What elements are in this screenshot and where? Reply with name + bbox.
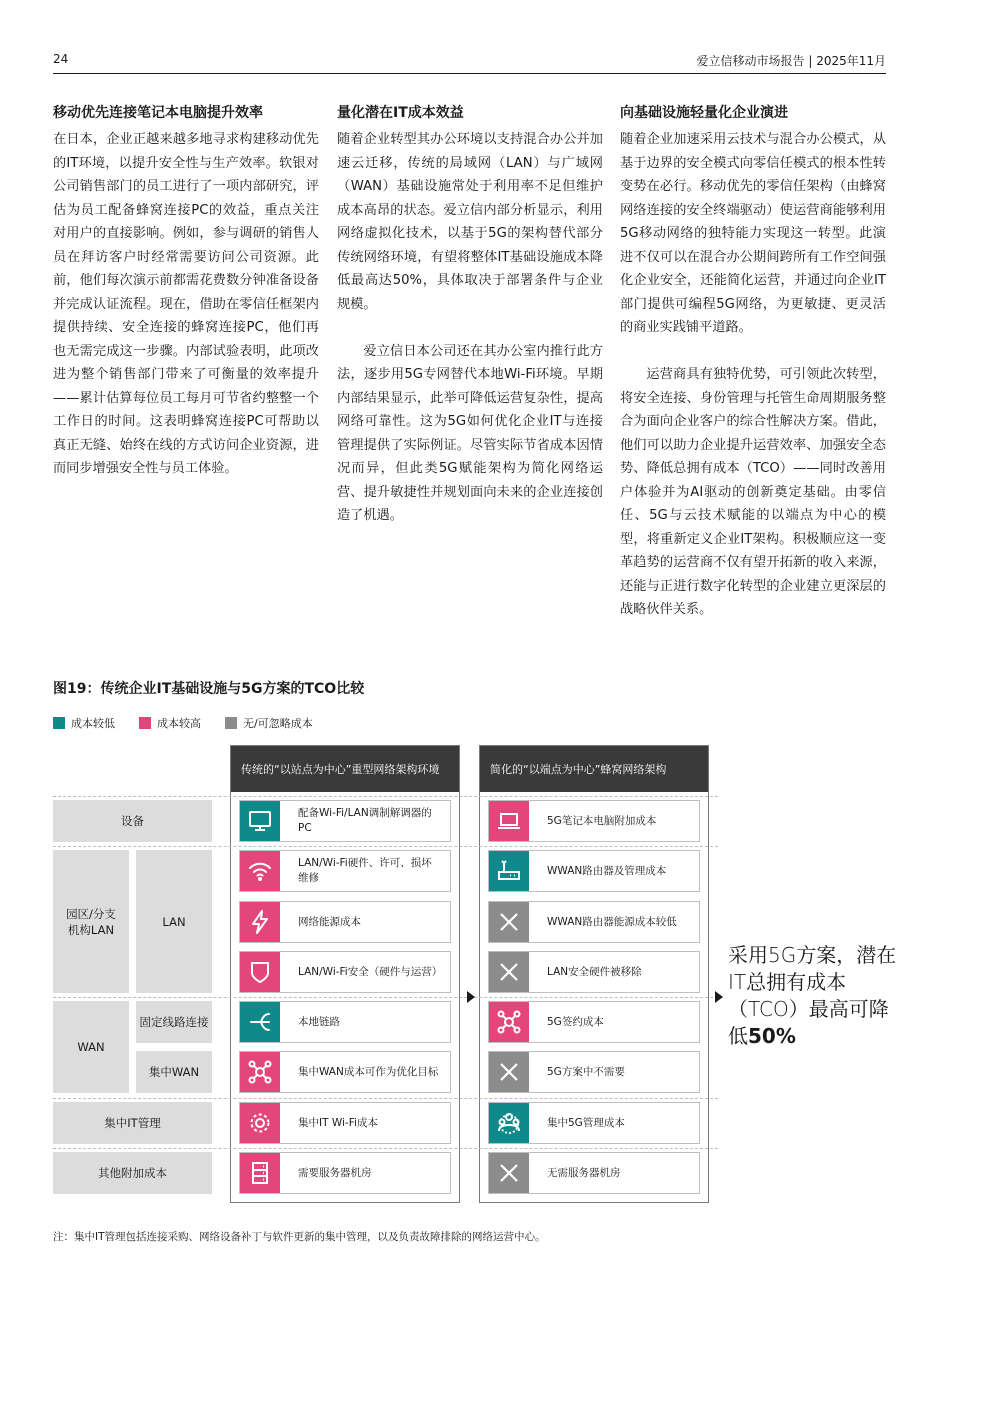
figure-footnote: 注：集中IT管理包括连接采购、网络设备补丁与软件更新的集中管理，以及负责故障排除的网络运营中心。: [53, 1231, 546, 1243]
monitor-icon: [240, 801, 280, 841]
lightning-icon: [240, 902, 280, 942]
legend-swatch: [225, 717, 237, 729]
paragraph: 爱立信日本公司还在其办公室内推行此方法，逐步用5G专网替代本地Wi-Fi环境。早期内部结果显示，此举可降低运营复杂性，提高网络可靠性。这为5G如何优化企业IT与连接管理提供了实际例证。尽管实际节省成本因情况而异，但此类5G赋能架构为简化网络运营、提升敏捷性并规划面向未来的企业连接创造了机遇。: [337, 343, 603, 523]
item-text: 需要服务器机房: [298, 1166, 372, 1179]
item-text: 集中5G管理成本: [547, 1116, 625, 1129]
callout-highlight: 50%: [748, 1024, 796, 1048]
laptop-icon: [489, 801, 529, 841]
report-title: 爱立信移动市场报告 | 2025年11月: [696, 54, 886, 68]
row-divider: [53, 846, 718, 847]
item-text: WWAN路由器能源成本较低: [547, 915, 677, 928]
header-divider: [53, 73, 886, 74]
panel-title: 传统的“以站点为中心”重型网络架构环境: [231, 746, 459, 792]
item-text: 无需服务器机房: [547, 1166, 621, 1179]
trad-item-local-link: [239, 1001, 451, 1043]
item-text: 5G签约成本: [547, 1015, 604, 1028]
legend-item-high: [139, 715, 201, 731]
close-icon: [489, 1153, 529, 1193]
legend-label: 无/可忽略成本: [243, 717, 313, 730]
row-divider: [53, 997, 718, 998]
category-wan: WAN: [53, 1001, 129, 1093]
row-divider: [53, 1098, 718, 1099]
gear-icon: [240, 1103, 280, 1143]
legend-swatch: [53, 717, 65, 729]
paragraph: 运营商具有独特优势，可引领此次转型，将安全连接、身份管理与托管生命周期服务整合为面向企业客户的综合性解决方案。借此，他们可以助力企业提升运营效率、加强安全态势、降低总拥有成本（TCO）——同时改善用户体验并为AI驱动的创新奠定基础。由零信任、5G与云技术赋能的以端点为中心的模型，将重新定义企业IT架构。积极顺应这一变革趋势的运营商不仅有望开拓新的收入来源，还能与正进行数字化转型的企业建立更深层的战略伙伴关系。: [620, 367, 886, 617]
trad-item-server-room: [239, 1152, 451, 1194]
arrow-right-icon: [467, 991, 475, 1003]
item-text: 集中WAN成本可作为优化目标: [298, 1065, 439, 1078]
item-text: 集中IT Wi-Fi成本: [298, 1116, 378, 1129]
legend-label: 成本较高: [157, 717, 201, 730]
column-infra-light: [620, 104, 886, 622]
item-text: 网络能源成本: [298, 915, 361, 928]
arrow-right-icon: [715, 991, 723, 1003]
trad-item-energy: [239, 901, 451, 943]
item-text: 本地链路: [298, 1015, 340, 1028]
category-device: 设备: [53, 800, 212, 842]
trad-item-security: [239, 951, 451, 993]
paragraph: 随着企业加速采用云技术与混合办公模式，从基于边界的安全模式向零信任模式的根本性转变势在必行。移动优先的零信任架构（由蜂窝网络连接的安全终端驱动）使运营商能够利用5G移动网络的独特能力实现这一转型。此演进不仅可以在混合办公期间跨所有工作空间强化企业安全，还能简化运营，并通过向企业IT部门提供可编程5G网络，为更敏捷、更灵活的商业实践铺平道路。: [620, 132, 886, 335]
trad-item-lan-hw: [239, 850, 451, 892]
item-text: LAN/Wi-Fi硬件、许可、损坏维修: [298, 857, 432, 884]
cell-item-5g-subscription: [488, 1001, 700, 1043]
category-fixed-line: 固定线路连接: [136, 1001, 212, 1043]
category-other-cost: 其他附加成本: [53, 1152, 212, 1194]
category-campus: 园区/分支机构LAN: [53, 850, 129, 993]
item-text: LAN/Wi-Fi安全（硬件与运营）: [298, 965, 443, 978]
category-central-wan: 集中WAN: [136, 1051, 212, 1093]
cell-item-router: [488, 850, 700, 892]
router-icon: [489, 851, 529, 891]
close-icon: [489, 902, 529, 942]
server-icon: [240, 1153, 280, 1193]
cell-item-not-needed: [488, 1051, 700, 1093]
paragraph: 在日本，企业正越来越多地寻求构建移动优先的IT环境，以提升安全性与生产效率。软银对公司销售部门的员工进行了一项内部研究，评估为员工配备蜂窝连接PC的效益，重点关注对用户的直接影响。例如，参与调研的销售人员在拜访客户时经常需要访问公司资源。此前，他们每次演示前都需花费数分钟准备设备并完成认证流程。现在，借助在零信任框架内提供持续、安全连接的蜂窝连接PC，他们再也无需完成这一步骤。内部试验表明，此项改进为整个销售部门带来了可衡量的效率提升——累计估算每位员工每月可节省约整整一个工作日的时间。这表明蜂窝连接PC可帮助以真正无缝、始终在线的方式访问企业资源，进而同步增强安全性与员工体验。: [53, 132, 319, 476]
fork-link-icon: [240, 1002, 280, 1042]
wifi-icon: [240, 851, 280, 891]
category-central-it: 集中IT管理: [53, 1102, 212, 1144]
cell-item-no-server: [488, 1152, 700, 1194]
column-title: 量化潜在IT成本效益: [337, 105, 464, 121]
figure-title: 图19：传统企业IT基础设施与5G方案的TCO比较: [53, 681, 365, 697]
paragraph: 随着企业转型其办公环境以支持混合办公并加速云迁移，传统的局域网（LAN）与广域网（WAN）基础设施常处于利用率不足但维护成本高昂的状态。爱立信内部分析显示，利用网络虚拟化技术，以基于5G的架构替代部分传统网络环境，有望将整体IT基础设施成本降低最高达50%，具体取决于部署条件与企业规模。: [337, 132, 603, 312]
item-text: LAN安全硬件被移除: [547, 965, 642, 978]
row-divider: [53, 1148, 718, 1149]
panel-title: 简化的“以端点为中心”蜂窝网络架构: [480, 746, 708, 792]
cell-item-central-5g: [488, 1102, 700, 1144]
legend-swatch: [139, 717, 151, 729]
trad-item-device: [239, 800, 451, 842]
item-text: WWAN路由器及管理成本: [547, 864, 667, 877]
row-divider: [53, 796, 718, 797]
shield-icon: [240, 952, 280, 992]
column-it-cost: [337, 104, 603, 528]
column-title: 移动优先连接笔记本电脑提升效率: [53, 105, 263, 121]
item-text: 配备Wi-Fi/LAN调制解调器的PC: [298, 807, 432, 834]
category-lan: LAN: [136, 850, 212, 993]
column-mobile-first: [53, 104, 319, 481]
item-text: 5G笔记本电脑附加成本: [547, 814, 657, 827]
figure-legend: [53, 715, 313, 731]
legend-label: 成本较低: [71, 717, 115, 730]
column-title: 向基础设施轻量化企业演进: [620, 105, 788, 121]
tco-callout: [728, 942, 898, 1050]
cell-item-router-energy: [488, 901, 700, 943]
cell-item-device: [488, 800, 700, 842]
network-hub-icon: [489, 1002, 529, 1042]
page-number: 24: [53, 52, 69, 66]
callout-text: 采用5G方案，潜在IT总拥有成本（TCO）最高可降低: [728, 943, 897, 1048]
close-icon: [489, 1052, 529, 1092]
legend-item-low: [53, 715, 115, 731]
cell-item-lan-security: [488, 951, 700, 993]
people-icon: [489, 1103, 529, 1143]
network-hub-icon: [240, 1052, 280, 1092]
close-icon: [489, 952, 529, 992]
trad-item-central-wan: [239, 1051, 451, 1093]
trad-item-central-it: [239, 1102, 451, 1144]
item-text: 5G方案中不需要: [547, 1065, 625, 1078]
legend-item-none: [225, 715, 313, 731]
